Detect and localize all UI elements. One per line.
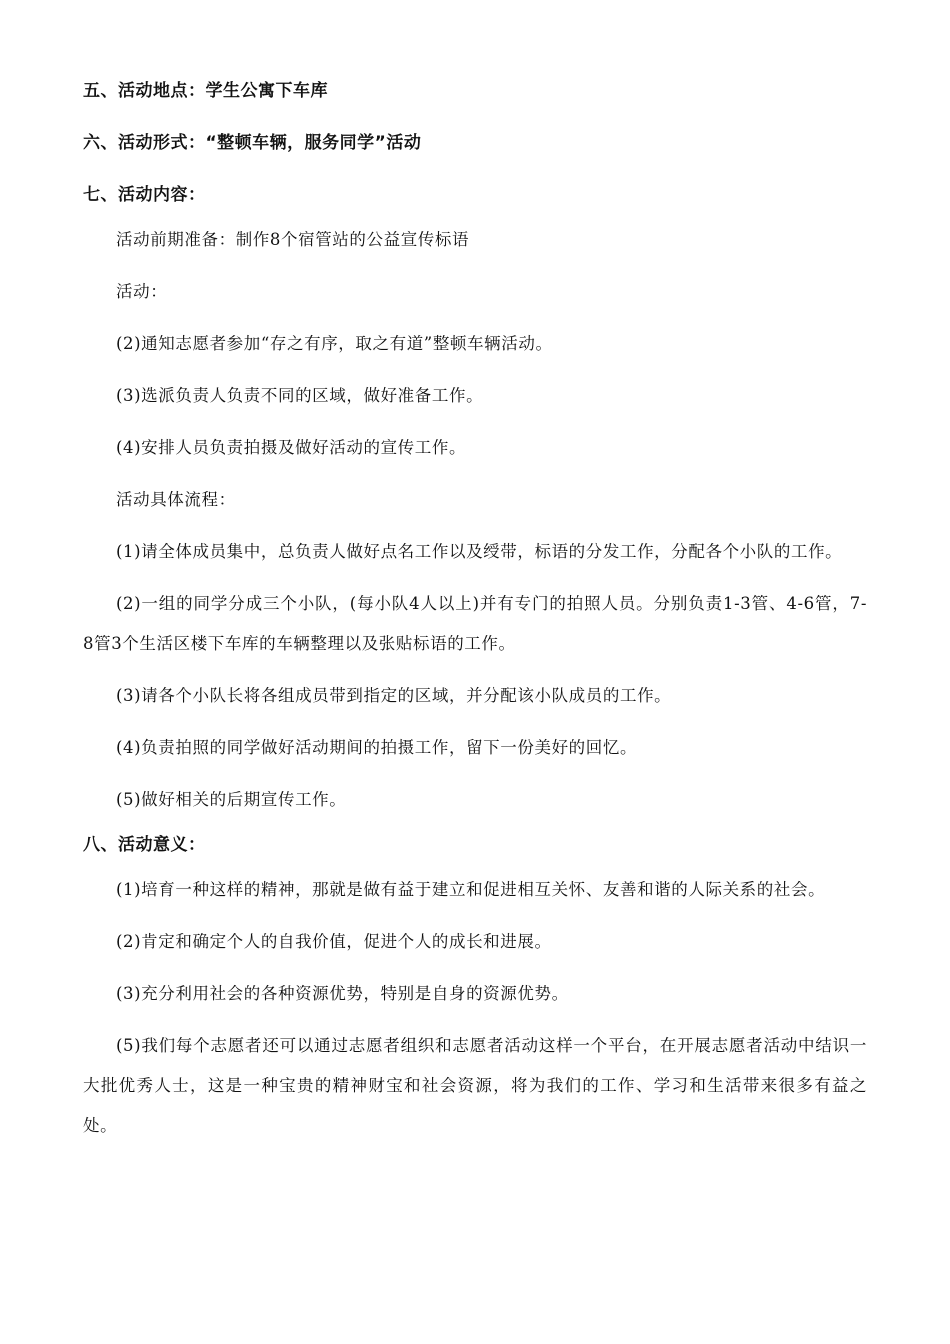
process-item: (3)请各个小队长将各组成员带到指定的区域，并分配该小队成员的工作。 — [116, 686, 672, 705]
activity-item: (3)选派负责人负责不同的区域，做好准备工作。 — [116, 386, 484, 405]
activity-item: (4)安排人员负责拍摄及做好活动的宣传工作。 — [116, 438, 467, 457]
meaning-item: (3)充分利用社会的各种资源优势，特别是自身的资源优势。 — [116, 984, 569, 1003]
heading-form: 六、活动形式：“整顿车辆，服务同学”活动 — [83, 133, 422, 153]
process-item: (5)做好相关的后期宣传工作。 — [116, 790, 347, 809]
meaning-item: (2)肯定和确定个人的自我价值，促进个人的成长和进展。 — [116, 932, 552, 951]
process-item: (4)负责拍照的同学做好活动期间的拍摄工作，留下一份美好的回忆。 — [116, 738, 638, 757]
process-item: (2)一组的同学分成三个小队，(每小队4人以上)并有专门的拍照人员。分别负责1-3管、4-6管，7-8管3个生活区楼下车库的车辆整理以及张贴标语的工作。 — [83, 594, 867, 653]
activity-item: (2)通知志愿者参加“存之有序，取之有道”整顿车辆活动。 — [116, 334, 553, 353]
heading-location: 五、活动地点：学生公寓下车库 — [83, 81, 328, 101]
heading-meaning: 八、活动意义： — [83, 835, 206, 855]
process-item: (1)请全体成员集中，总负责人做好点名工作以及绶带，标语的分发工作，分配各个小队的工作。 — [116, 542, 843, 561]
heading-content: 七、活动内容： — [83, 185, 206, 205]
prep-paragraph: 活动前期准备：制作8个宿管站的公益宣传标语 — [116, 230, 470, 249]
activity-label: 活动： — [116, 282, 168, 301]
meaning-item: (5)我们每个志愿者还可以通过志愿者组织和志愿者活动这样一个平台，在开展志愿者活动中结识一大批优秀人士，这是一种宝贵的精神财宝和社会资源，将为我们的工作、学习和生活带来很多有益之处。 — [83, 1036, 867, 1135]
meaning-item: (1)培育一种这样的精神，那就是做有益于建立和促进相互关怀、友善和谐的人际关系的社会。 — [116, 880, 826, 899]
document-page — [83, 78, 867, 1146]
process-label: 活动具体流程： — [116, 490, 236, 509]
